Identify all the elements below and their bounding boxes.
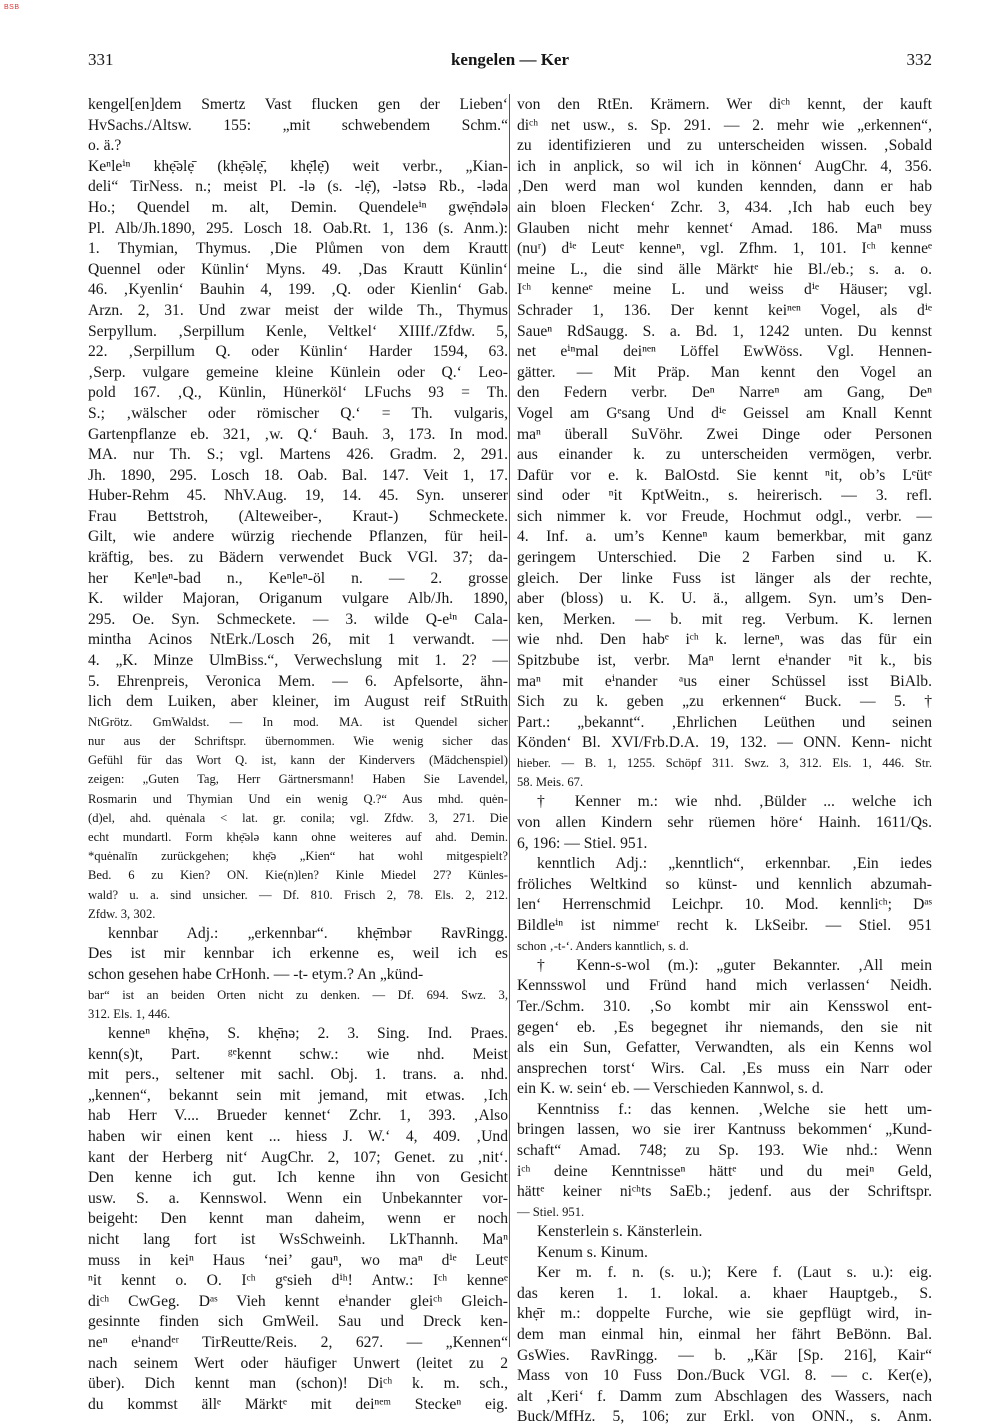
text-line: (nuʳ) dⁱᵉ Leutᵉ kenneⁿ, vgl. Zfhm. 1, 101. Iᶜʰ kenneᵉ <box>517 240 932 258</box>
text-line: dem man einmal hin, einmal her fährt BeBönn. Bal. <box>517 1326 932 1343</box>
text-line: über). Dich kennt man (schon)! Diᶜʰ k. m. sch., <box>88 1375 508 1393</box>
text-line: — Stiel. 951. <box>517 1204 585 1219</box>
text-line: Könden‘ Bl. XVI/Frb.D.A. 19, 132. — ONN. Kenn- nicht <box>517 734 932 752</box>
text-line: Mass von 10 Fuss Don./Buck VGl. 8. — c. Ker(e), <box>517 1367 932 1385</box>
text-line: Kensterlein s. Känsterlein. <box>537 1223 703 1241</box>
text-line: S.; ‚wälscher oder römischer Q.‘ = Th. vulgaris, <box>88 404 508 422</box>
text-line: diᶜʰ net usw., s. Sp. 291. — 2. mehr wie „erkennen“, <box>517 116 932 134</box>
text-line: o. ä.? <box>88 137 122 155</box>
text-line: Schrader 1, 136. Der kennt keiⁿᵉⁿ Vogel, als dⁱᵉ <box>517 301 932 319</box>
text-line: Kennsswol und Fründ hand mich verlassen‘ Neidh. <box>517 977 932 995</box>
text-line: Gefühl für das Wort Q. ist, kann der Kindervers (Mädchenspiel) <box>88 753 508 768</box>
text-line: 5. Ehrenpreis, Veronica Mem. — 6. Apfelsorte, ähn- <box>88 672 508 690</box>
text-line: aber (bloss) u. K. U. ä., allgem. Syn. um’s Den- <box>517 590 932 608</box>
text-line: fröliches Weltkind so künst- und kennlich abzumah- <box>517 875 932 893</box>
text-line: Dafür vor e. k. BalOstd. Sie kennt ⁿit, ob’s Lᵉütᵉ <box>517 466 932 484</box>
text-line: Pl. Alb/Jh.1890, 295. Losch 18. Oab.Rt. 1, 136 (s. Anm.): <box>88 219 508 237</box>
text-line: aus einander k. zu unterscheiden vermögen, verbr. <box>517 446 932 464</box>
text-line: „kennen“, bekannt sein mit jemand, mit etwas. ‚Ich <box>88 1086 508 1104</box>
text-line: haben wir einen kent ... hiess J. W.‘ 4, 409. ‚Und <box>88 1128 508 1145</box>
text-line: diᶜʰ CwGeg. Dᵃˢ Vieh kennt eⁱnander gleiᶜʰ Gleich- <box>88 1292 508 1310</box>
text-line: gegen‘ eb. ‚Es begegnet ihr niemands, den sie nit <box>517 1018 932 1036</box>
text-line: zu identifizieren und zu unterscheiden wissen. ‚Sobald <box>517 137 932 155</box>
text-line: Serpyllum. ‚Serpillum Kenle, Veltkel‘ XIIIf./Zfdw. 5, <box>88 322 508 340</box>
text-line: Spitzbube ist, verbr. Maⁿ lernt eⁱnander ⁿit k., bis <box>517 652 932 670</box>
text-line: Kenntniss f.: das kennen. ‚Welche sie hett um- <box>537 1100 932 1118</box>
column-divider <box>509 94 510 1347</box>
text-line: her Keⁿleⁿ-bad n., Keⁿleⁿ-öl n. — 2. grosse <box>88 569 508 587</box>
text-line: neⁿ eⁱnandᵉʳ TirReutte/Reis. 2, 627. — „Kennen“ <box>88 1333 508 1351</box>
text-line: 4. Inf. a. um’s Kenneⁿ kaum bemerkbar, mit ganz <box>517 528 932 546</box>
text-line: gleich. Der linke Fuss ist länger als der rechte, <box>517 569 932 587</box>
text-line: Bed. 6 zu Kien? ON. Kie(n)len? Kinle Miedel 27? Künles- <box>88 868 508 883</box>
text-line: Frau Bettstroh, (Alteweiber-, Kraut-) Schmeckete. <box>88 507 508 525</box>
text-line: ⁿit kennt o. O. Iᶜʰ gᵉsieh dⁱʰ! Antw.: Iᶜʰ kenneᵉ <box>88 1272 508 1290</box>
text-line: HvSachs./Altsw. 155: „mit schwebendem Schm.“ <box>88 116 508 134</box>
text-line: Glauben nicht mehr kennet‘ Amad. 186. Maⁿ muss <box>517 219 932 237</box>
text-line: maⁿ überall SuVöhr. Zwei Dinge oder Personen <box>517 425 932 443</box>
text-line: ken, Merken. — b. mit reg. Verbum. K. lernen <box>517 610 932 628</box>
text-line: wie nhd. Den habᵉ iᶜʰ k. lerneⁿ, was das für ein <box>517 631 932 649</box>
page-number-left: 331 <box>88 50 114 69</box>
text-line: zeigen: „Guten Tag, Herr Gärtnersmann! Haben Sie Lavendel, <box>88 772 508 787</box>
text-line: Rosmarin und Thymian Und ein wenig Q.?“ Aus mhd. quėn- <box>88 791 508 806</box>
text-line: bringen lassen, wo sie irer Kantnuss bekommen‘ „Kund- <box>517 1121 932 1139</box>
text-line: gätter. — Mit Präp. Man kennt den Vogel an <box>517 363 932 381</box>
text-line: kant der Herberg nit‘ AugChr. 2, 107; Genet. zu ‚nit‘. <box>88 1148 508 1166</box>
text-line: Buck/MfHz. 5, 106; zur Erkl. von ONN., s. Anm. <box>517 1408 932 1426</box>
text-line: deli“ TirNess. n.; meist Pl. -lə (s. -lẹ̄), -lətsə Rb., -ləda <box>88 178 508 196</box>
text-line: kenntlich Adj.: „kenntlich“, erkennbar. ‚Ein iedes <box>537 855 932 873</box>
text-line: nur aus der Schriftspr. übernommen. Wie wenig sicher das <box>88 734 508 748</box>
text-line: geringem Unterschied. Die 2 Farben sind u. K. <box>517 549 932 567</box>
text-line: kennbar Adj.: „erkennbar“. khẹ̄mbər RavRingg. <box>108 924 508 942</box>
text-line: 1. Thymian, Thymus. ‚Die Plůmen von dem Krautt <box>88 240 508 258</box>
page-header <box>88 50 932 74</box>
text-line: von den RtEn. Krämern. Wer diᶜʰ kennt, der kauft <box>517 96 932 113</box>
text-line: den Federn verbr. Deⁿ Narreⁿ am Gang, Deⁿ <box>517 384 932 402</box>
text-line: beigeht: Den kennt man daheim, wenn er noch <box>88 1210 508 1228</box>
text-line: schaft“ Amad. 748; zu Sp. 193. Wie nhd.: Wenn <box>517 1142 932 1160</box>
text-line: Kenum s. Kinum. <box>537 1243 648 1261</box>
text-line: mintha Acinos NtErk./Losch 26, mit 1 verwandt. — <box>88 631 508 649</box>
text-line: † Kenn-s-wol (m.): „guter Bekannter. ‚All mein <box>537 956 932 974</box>
text-line: 46. ‚Kyenlin‘ Bauhin 4, 199. ‚Q. oder Kienlin‘ Gab. <box>88 281 508 299</box>
library-stamp: BSB <box>4 4 20 11</box>
text-line: 6, 196: — Stiel. 951. <box>517 834 648 852</box>
text-line: 4. „K. Minze UlmBiss.“, Verwechslung mit 1. 2? — <box>88 652 508 670</box>
text-line: schon gesehen habe CrHonh. — -t- etym.? An „künd- <box>88 966 424 984</box>
text-line: 58. Meis. 67. <box>517 775 584 790</box>
text-line: 312. Els. 1, 446. <box>88 1006 171 1021</box>
text-line: hieber. — B. 1, 1255. Schöpf 311. Swz. 3, 312. Els. 1, 446. Str. <box>517 756 932 770</box>
text-line: Saueⁿ RdSaugg. S. a. Bd. 1, 1242 unten. Du kennst <box>517 322 932 340</box>
text-line: kenneⁿ khẹ̄nə, S. khẹ̄nə; 2. 3. Sing. Ind. Praes. <box>108 1025 508 1043</box>
text-line: kräftig, bes. zu Bädern verwendet Buck VGl. 37; da- <box>88 549 508 567</box>
text-line: Quennel oder Künlin‘ Myns. 49. ‚Das Krautt Künlin‘ <box>88 260 508 278</box>
text-line: Part.: „bekannt“. ‚Ehrlichen Leüthen und seinen <box>517 713 932 731</box>
text-line: usw. S. a. Kennswol. Wenn ein Unbekannter vor- <box>88 1189 508 1207</box>
text-line: kenn(s)t, Part. ᵍᵉkennt schw.: wie nhd. Meist <box>88 1045 508 1063</box>
text-line: echt mundartl. Form khẹ̄əlǝ kann ohne weiteres auf ahd. Demin. <box>88 829 508 844</box>
text-line: Vogel am Gᵉsang Und dⁱᵉ Geissel am Knall Kennt <box>517 404 932 422</box>
running-headword: kengelen — Ker <box>450 50 570 69</box>
text-line: sich nimmer k. vor Freude, Hochmut odgl., verbr. — <box>517 507 932 525</box>
text-line: du kommst ällᵉ Märktᵉ mit deiⁿᵉᵐ Steckeⁿ eig. <box>88 1395 508 1413</box>
text-line: Iᶜʰ kenneᵉ meine L. und weiss dⁱᵉ Häuser; vgl. <box>517 281 932 299</box>
left-column <box>88 95 508 1413</box>
text-line: ‚Serp. vulgare gemeine kleine Künlein oder Q.‘ Leo- <box>88 363 508 381</box>
text-line: GsWies. RavRingg. — b. „Kär [Sp. 216], Kair“ <box>517 1346 932 1364</box>
text-line: Gartenpflanze eb. 321, ‚w. Q.‘ Bauh. 3, 173. In mod. <box>88 425 508 443</box>
text-line: ‚Den werd man wol kunden kennden, dann er hab <box>517 178 932 196</box>
page-number-right: 332 <box>906 50 932 69</box>
text-line: gesinnte finden sich GmWeil. Sau und Dreck ken- <box>88 1313 508 1331</box>
text-line: (d)el, ahd. quėnala < lat. gr. conila; vgl. Zfdw. 3, 271. Die <box>88 810 508 825</box>
text-line: das keren 1. 1. lokal. a. khaer Hauptgeb., S. <box>517 1284 932 1302</box>
text-line: Zfdw. 3, 302. <box>88 906 156 921</box>
text-line: *quėnalīn zurückgehen; khẹ̄ə „Kien“ hat wohl mitgespielt? <box>88 849 508 864</box>
text-line: pold 167. ‚Q., Künlin, Hünerköl‘ LFuchs 93 = Th. <box>88 384 508 402</box>
text-line: wald? u. a. sind unsicher. — Df. 810. Frisch 2, 78. Els. 2, 212. <box>88 887 508 902</box>
text-line: Ker m. f. n. (s. u.); Kere f. (Laut s. u.): eig. <box>537 1264 932 1282</box>
text-line: hab Herr V.... Brueder kennet‘ Zchr. 1, 393. ‚Also <box>88 1107 508 1125</box>
text-line: Arzn. 2, 31. Und zwar meist der wilde Th., Thymus <box>88 301 508 319</box>
text-line: ich in anplick, so wil ich in können‘ AugChr. 4, 356. <box>517 157 932 175</box>
text-line: muss in keiⁿ Haus ‘nei’ gauⁿ, wo maⁿ dⁱᵉ Leutᵉ <box>88 1251 508 1269</box>
text-line: NtGrötz. GmWaldst. — In mod. MA. ist Quendel sicher <box>88 714 508 729</box>
text-line: als ein Sun, Gefatter, Verwandten, als ein Kenns wol <box>517 1039 932 1057</box>
text-line: von allen Kindern sehr rüemen höre‘ Hainh. 1611/Qs. <box>517 813 932 831</box>
text-line: mit pers., seltener mit sachl. Obj. 1. trans. a. nhd. <box>88 1066 508 1084</box>
text-line: Jh. 1890, 295. Losch 18. Oab. Bal. 147. Veit 1, 17. <box>88 466 508 484</box>
text-line: Des ist mir kennbar ich erkenne es, weil ich es <box>88 945 508 963</box>
text-line: Huber-Rehm 45. NhV.Aug. 19, 14. 45. Syn. unserer <box>88 487 508 505</box>
text-line: len‘ Herrenschmid Leichpr. 10. Mod. kennliᶜʰ; Dᵃˢ <box>517 896 932 914</box>
text-line: MA. nur Th. S.; vgl. Martens 426. Gradm. 2, 291. <box>88 446 508 464</box>
text-line: iᶜʰ deine Kenntnisseⁿ hättᵉ und du meiⁿ Geld, <box>517 1162 932 1180</box>
text-line: K. wilder Majoran, Origanum vulgare Alb/Jh. 1890, <box>88 590 508 608</box>
text-line: nicht lang fort ist WsSchweinh. LkThannh. Maⁿ <box>88 1230 508 1248</box>
text-line: 22. ‚Serpillum Q. oder Künlin‘ Harder 1594, 63. <box>88 343 508 361</box>
text-line: Den kenne ich gut. Ich kenne ihn von Gesicht <box>88 1169 508 1187</box>
text-line: lich dem Luiken, aber kleiner, im August reif StRuith <box>88 693 508 711</box>
text-line: kengel[en]dem Smertz Vast flucken gen der Lieben‘ <box>88 96 508 113</box>
text-line: Ter./Schm. 310. ‚So kombt mir ain Kensswol ent- <box>517 997 932 1015</box>
text-line: nach seinem Wert oder häufiger Unwert (leitet zu 2 <box>88 1354 508 1372</box>
text-line: khẹ̄r m.: doppelte Furche, wie sie gepflügt wird, in- <box>517 1305 932 1323</box>
text-line: † Kenner m.: wie nhd. ‚Bülder ... welche ich <box>537 793 932 811</box>
text-line: sind oder ⁿit KptWeitn., s. heirerisch. — 3. refl. <box>517 487 932 505</box>
text-line: Ho.; Quendel m. alt, Demin. Quendeleⁱⁿ gwẹ̄ndələ <box>88 198 508 216</box>
text-line: ein K. w. sein‘ eb. — Verschieden Kannwol, s. d. <box>517 1080 824 1098</box>
text-line: Sich zu k. geben „zu erkennen“ Buck. — 5. † <box>517 693 932 711</box>
text-line: meine L., die sind älle Märktᵉ hie Bl./eb.; s. a. o. <box>517 260 932 278</box>
text-line: ain bloen Flecken‘ Zchr. 3, 434. ‚Ich hab euch bey <box>517 198 932 216</box>
text-line: schon ‚-t-‘. Anders kanntlich, s. d. <box>517 938 689 953</box>
right-column <box>517 95 932 1426</box>
text-line: hättᵉ keiner niᶜʰts SaEb.; jedenf. aus der Schriftspr. <box>517 1183 932 1201</box>
text-line: maⁿ mit eⁱnander ᵃus einer Schüssel isst BiAlb. <box>517 672 932 690</box>
text-line: Keⁿleⁱⁿ khẹ̄əlẹ̄ (khẹ̄əlẹ̄, khẹ̄lẹ̄) weit verbr., „Kian- <box>88 157 508 175</box>
text-line: Gilt, wie andere würzig riechende Pflanzen, für heil- <box>88 528 508 546</box>
text-line: alt ‚Keri‘ f. Damm zum Abschlagen des Wassers, nach <box>517 1387 932 1405</box>
text-line: net eⁱⁿmal deiⁿᵉⁿ Löffel EwWöss. Vgl. Hennen- <box>517 343 932 361</box>
text-line: Bildleⁱⁿ ist nimmeʳ recht k. LkSeibr. — Stiel. 951 <box>517 916 932 934</box>
text-line: ansprechen torst‘ Wirs. Cal. ‚Es muss ein Narr oder <box>517 1059 932 1077</box>
text-line: 295. Oe. Syn. Schmeckete. — 3. wilde Q-eⁱⁿ Cala- <box>88 610 508 628</box>
text-line: bar“ ist an beiden Orten nicht zu denken. — Df. 694. Swz. 3, <box>88 987 508 1002</box>
